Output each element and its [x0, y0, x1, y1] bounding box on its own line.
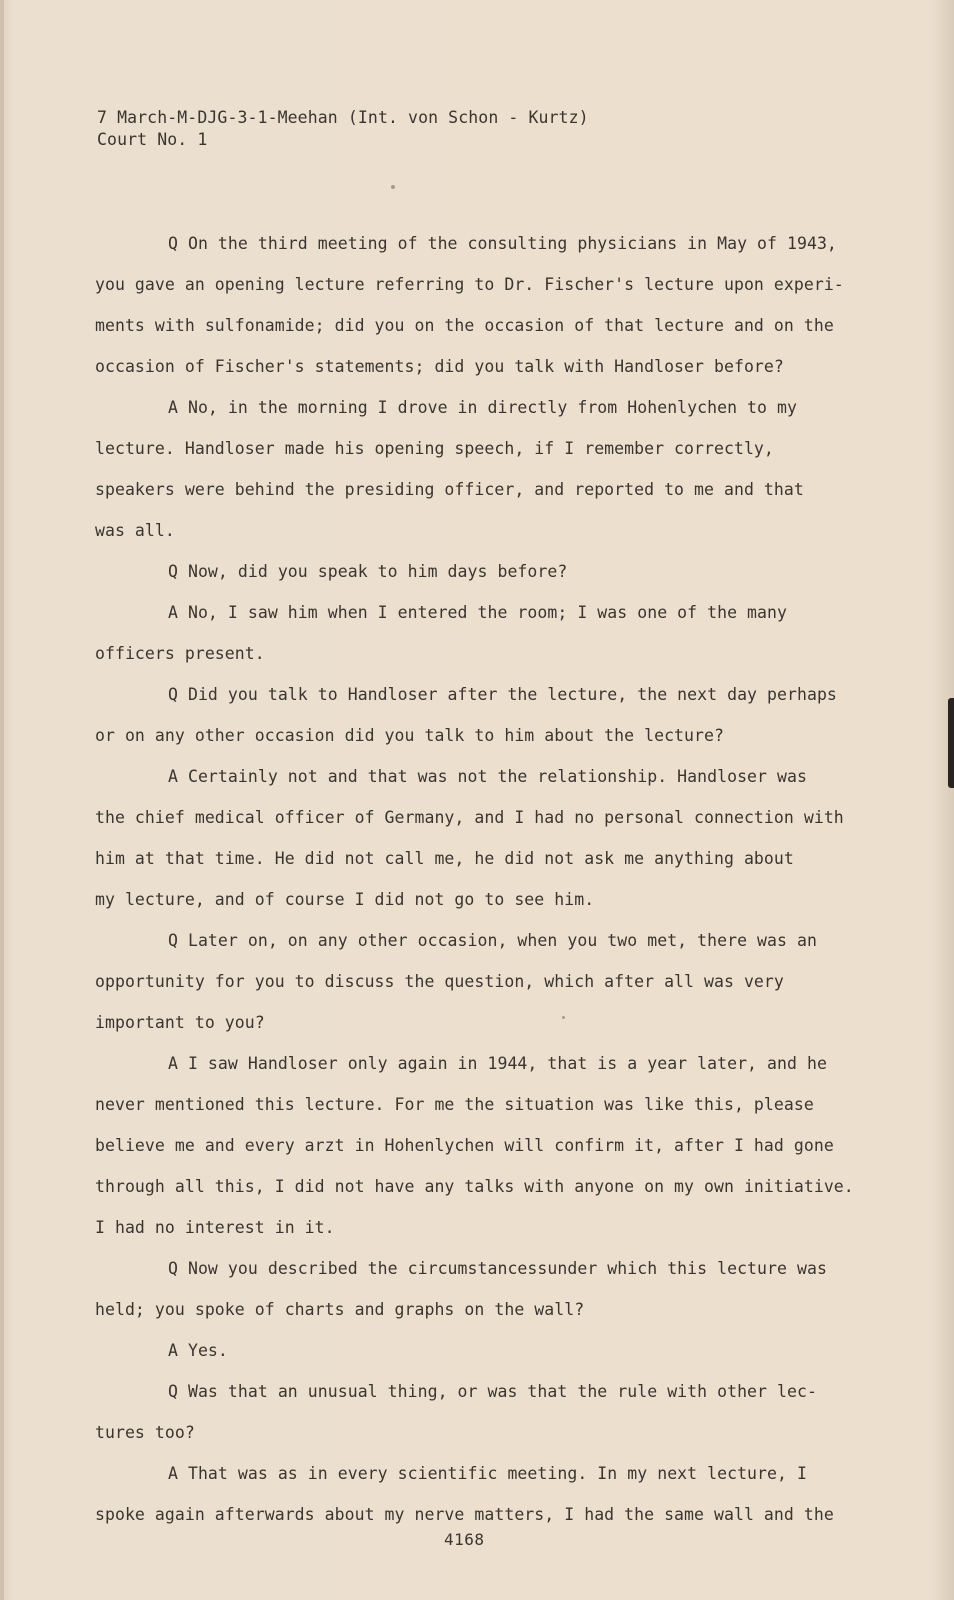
transcript-line: believe me and every arzt in Hohenlychen will confirm it, after I had gone [95, 1136, 834, 1155]
transcript-line: held; you spoke of charts and graphs on the wall? [95, 1300, 585, 1319]
transcript-line: him at that time. He did not call me, he did not ask me anything about [95, 849, 794, 868]
transcript-line: Q On the third meeting of the consulting physicians in May of 1943, [168, 234, 837, 253]
transcript-line: or on any other occasion did you talk to him about the lecture? [95, 726, 724, 745]
transcript-line: through all this, I did not have any talks with anyone on my own initiative. [95, 1177, 854, 1196]
transcript-line: you gave an opening lecture referring to Dr. Fischer's lecture upon experi- [95, 275, 844, 294]
header-line-1: 7 March-M-DJG-3-1-Meehan (Int. von Schon - Kurtz) [97, 108, 589, 127]
document-header [97, 107, 589, 151]
transcript-line: A No, I saw him when I entered the room; I was one of the many [168, 603, 787, 622]
transcript-line: Q Now you described the circumstancessunder which this lecture was [168, 1259, 827, 1278]
transcript-line: the chief medical officer of Germany, and I had no personal connection with [95, 808, 844, 827]
transcript-line: A That was as in every scientific meeting. In my next lecture, I [168, 1464, 807, 1483]
transcript-line: speakers were behind the presiding officer, and reported to me and that [95, 480, 804, 499]
transcript-line: never mentioned this lecture. For me the situation was like this, please [95, 1095, 814, 1114]
binder-clip-mark [948, 698, 954, 788]
page-number: 4168 [444, 1530, 485, 1549]
transcript-line: Q Did you talk to Handloser after the lecture, the next day perhaps [168, 685, 837, 704]
transcript-line: Q Later on, on any other occasion, when you two met, there was an [168, 931, 817, 950]
transcript-line: occasion of Fischer's statements; did you talk with Handloser before? [95, 357, 784, 376]
transcript-line: ments with sulfonamide; did you on the occasion of that lecture and on the [95, 316, 834, 335]
transcript-line: A Certainly not and that was not the relationship. Handloser was [168, 767, 807, 786]
transcript-line: Q Now, did you speak to him days before? [168, 562, 568, 581]
transcript-line: officers present. [95, 644, 265, 663]
transcript-line: lecture. Handloser made his opening speech, if I remember correctly, [95, 439, 774, 458]
transcript-line: important to you? [95, 1013, 265, 1032]
transcript-line: spoke again afterwards about my nerve matters, I had the same wall and the [95, 1505, 834, 1524]
transcript-line: A I saw Handloser only again in 1944, that is a year later, and he [168, 1054, 827, 1073]
header-line-2: Court No. 1 [97, 130, 208, 149]
transcript-line: I had no interest in it. [95, 1218, 335, 1237]
transcript-line: was all. [95, 521, 175, 540]
paper-left-edge [0, 0, 4, 1600]
transcript-line: tures too? [95, 1423, 195, 1442]
transcript-line: Q Was that an unusual thing, or was that the rule with other lec- [168, 1382, 817, 1401]
transcript-line: A Yes. [168, 1341, 228, 1360]
transcript-line: opportunity for you to discuss the question, which after all was very [95, 972, 784, 991]
transcript-line: my lecture, and of course I did not go to see him. [95, 890, 595, 909]
paper-speck [391, 185, 395, 189]
transcript-body [95, 229, 875, 1541]
transcript-line: A No, in the morning I drove in directly from Hohenlychen to my [168, 398, 797, 417]
